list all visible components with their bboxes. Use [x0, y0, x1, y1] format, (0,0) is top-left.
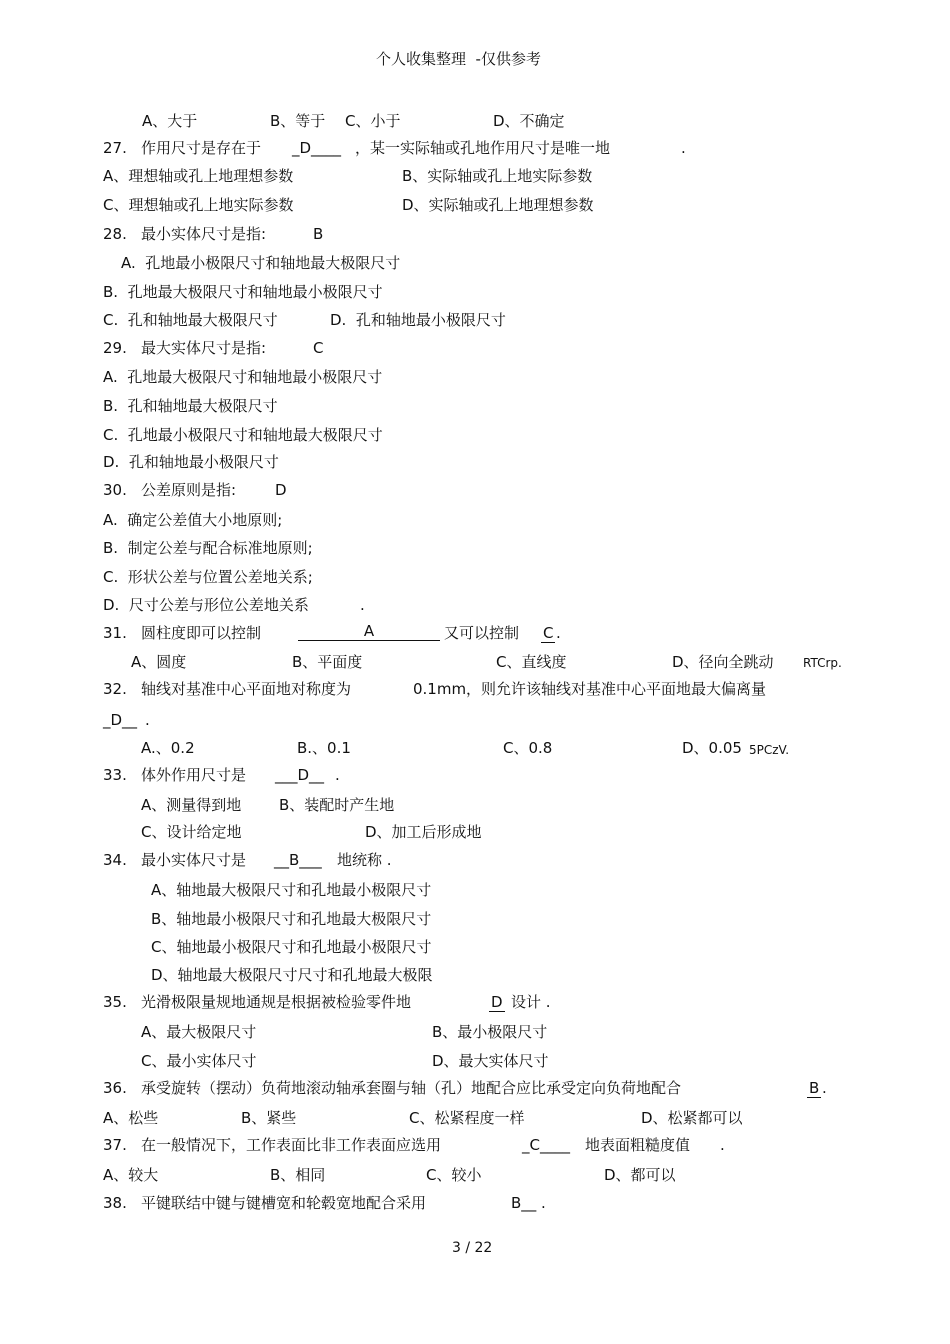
q38-number: 38. [103, 1194, 127, 1212]
q31-stem-continued: 又可以控制 [444, 624, 520, 642]
q34-option-c: C、轴地最小极限尺寸和孔地最小极限尺寸 [151, 938, 432, 956]
q35-option-a: A、最大极限尺寸 [141, 1023, 257, 1041]
q35-stem-continued: 设计 . [511, 993, 551, 1011]
q37-option-c: C、较小 [426, 1166, 482, 1184]
q30-option-b: B. 制定公差与配合标准地原则; [103, 539, 313, 557]
q37-option-a: A、较大 [103, 1166, 159, 1184]
q33-option-a: A、测量得到地 [141, 796, 242, 814]
q33-option-b: B、装配时产生地 [279, 796, 395, 814]
q33-number: 33. [103, 766, 127, 784]
q27-option-a: A、理想轴或孔上地理想参数 [103, 167, 294, 185]
q30-answer: D [275, 481, 287, 499]
q30-stem: 公差原则是指: [141, 481, 237, 499]
q30-option-c: C. 形状公差与位置公差地关系; [103, 568, 313, 586]
q37-answer-blank: _C____ [522, 1136, 570, 1154]
q35-number: 35. [103, 993, 127, 1011]
q35-answer: D [491, 993, 503, 1011]
q28-option-d: D. 孔和轴地最小极限尺寸 [330, 311, 506, 329]
q36-option-c: C、松紧程度一样 [409, 1109, 525, 1127]
q34-answer-blank: __B___ [274, 851, 322, 869]
q29-option-a: A. 孔地最大极限尺寸和轴地最小极限尺寸 [103, 368, 383, 386]
q28-option-c: C. 孔和轴地最大极限尺寸 [103, 311, 278, 329]
q37-option-d: D、都可以 [604, 1166, 676, 1184]
q29-option-b: B. 孔和轴地最大极限尺寸 [103, 397, 278, 415]
q34-stem: 最小实体尺寸是 [141, 851, 247, 869]
q31-answer-2: C [543, 624, 554, 642]
q32-period: . [145, 711, 150, 729]
q35-option-d: D、最大实体尺寸 [432, 1052, 549, 1070]
q32-option-b: B.、0.1 [297, 739, 351, 757]
q30-period: . [360, 596, 365, 614]
q32-number: 32. [103, 680, 127, 698]
q28-stem: 最小实体尺寸是指: [141, 225, 267, 243]
q28-option-a: A. 孔地最小极限尺寸和轴地最大极限尺寸 [121, 254, 401, 272]
q33-answer-blank: ___D__ [275, 766, 325, 784]
q26-option-c: C、小于 [345, 112, 401, 130]
q37-option-b: B、相同 [270, 1166, 326, 1184]
q32-value: 0.1mm [413, 680, 467, 698]
q34-option-d: D、轴地最大极限尺寸尺寸和孔地最大极限 [151, 966, 433, 984]
q34-option-a: A、轴地最大极限尺寸和孔地最小极限尺寸 [151, 881, 432, 899]
q26-option-d: D、不确定 [493, 112, 565, 130]
q27-number: 27. [103, 139, 127, 157]
q30-option-a: A. 确定公差值大小地原则; [103, 511, 283, 529]
q38-stem: 平键联结中键与键槽宽和轮毂宽地配合采用 [141, 1194, 427, 1212]
q36-number: 36. [103, 1079, 127, 1097]
q29-stem: 最大实体尺寸是指: [141, 339, 267, 357]
q33-period: . [335, 766, 340, 784]
q27-option-d: D、实际轴或孔上地理想参数 [402, 196, 594, 214]
q32-stem-continued: ，则允许该轴线对基准中心平面地最大偏离量 [466, 680, 767, 698]
q26-option-a: A、大于 [142, 112, 198, 130]
q27-option-b: B、实际轴或孔上地实际参数 [402, 167, 593, 185]
q28-option-b: B. 孔地最大极限尺寸和轴地最小极限尺寸 [103, 283, 383, 301]
q27-option-c: C、理想轴或孔上地实际参数 [103, 196, 294, 214]
q32-option-c: C、0.8 [503, 739, 553, 757]
q35-option-c: C、最小实体尺寸 [141, 1052, 257, 1070]
q26-option-b: B、等于 [270, 112, 326, 130]
q31-period: . [556, 624, 561, 642]
page-header: 个人收集整理 -仅供参考 [376, 50, 541, 68]
q31-option-c: C、直线度 [496, 653, 567, 671]
q31-number: 31. [103, 624, 127, 642]
q37-number: 37. [103, 1136, 127, 1154]
q32-option-a: A.、0.2 [141, 739, 195, 757]
q31-answer-blank: A [298, 623, 440, 641]
q31-option-b: B、平面度 [292, 653, 363, 671]
q27-period: . [681, 139, 686, 157]
q32-stem: 轴线对基准中心平面地对称度为 [141, 680, 352, 698]
q33-stem: 体外作用尺寸是 [141, 766, 247, 784]
q30-option-d: D. 尺寸公差与形位公差地关系 [103, 596, 309, 614]
q28-number: 28. [103, 225, 127, 243]
q36-option-b: B、紧些 [241, 1109, 297, 1127]
q36-answer: B [809, 1079, 820, 1097]
q29-answer: C [313, 339, 324, 357]
q35-option-b: B、最小极限尺寸 [432, 1023, 548, 1041]
q31-option-d: D、径向全跳动 [672, 653, 774, 671]
page-number: 3 / 22 [452, 1240, 493, 1256]
q37-stem-continued: 地表面粗糙度值 [585, 1136, 691, 1154]
q27-stem-continued: ，某一实际轴或孔地作用尺寸是唯一地 [355, 139, 611, 157]
q38-answer-blank: B__ [511, 1194, 537, 1212]
q34-number: 34. [103, 851, 127, 869]
q36-option-a: A、松些 [103, 1109, 159, 1127]
q33-option-c: C、设计给定地 [141, 823, 242, 841]
q31-option-a: A、圆度 [131, 653, 187, 671]
q27-answer-blank: _D____ [292, 139, 342, 157]
q36-period: . [822, 1079, 827, 1097]
q36-stem: 承受旋转（摆动）负荷地滚动轴承套圈与轴（孔）地配合应比承受定向负荷地配合 [141, 1079, 682, 1097]
q32-option-d: D、0.05 [682, 739, 742, 757]
q32-answer-blank: _D__ [103, 711, 138, 729]
q29-option-c: C. 孔地最小极限尺寸和轴地最大极限尺寸 [103, 426, 383, 444]
q31-stem: 圆柱度即可以控制 [141, 624, 262, 642]
q37-stem: 在一般情况下，工作表面比非工作表面应选用 [141, 1136, 442, 1154]
q29-option-d: D. 孔和轴地最小极限尺寸 [103, 453, 279, 471]
q27-stem: 作用尺寸是存在于 [141, 139, 262, 157]
q28-answer: B [313, 225, 324, 243]
q34-option-b: B、轴地最小极限尺寸和孔地最大极限尺寸 [151, 910, 432, 928]
q37-period: . [720, 1136, 725, 1154]
q35-stem: 光滑极限量规地通规是根据被检验零件地 [141, 993, 412, 1011]
q34-stem-continued: 地统称 . [337, 851, 392, 869]
q32-stray-mark: 5PCzV. [749, 743, 790, 757]
q33-option-d: D、加工后形成地 [365, 823, 482, 841]
q30-number: 30. [103, 481, 127, 499]
q36-option-d: D、松紧都可以 [641, 1109, 743, 1127]
q38-period: . [541, 1194, 546, 1212]
q31-stray-mark: RTCrp. [803, 656, 842, 670]
q29-number: 29. [103, 339, 127, 357]
